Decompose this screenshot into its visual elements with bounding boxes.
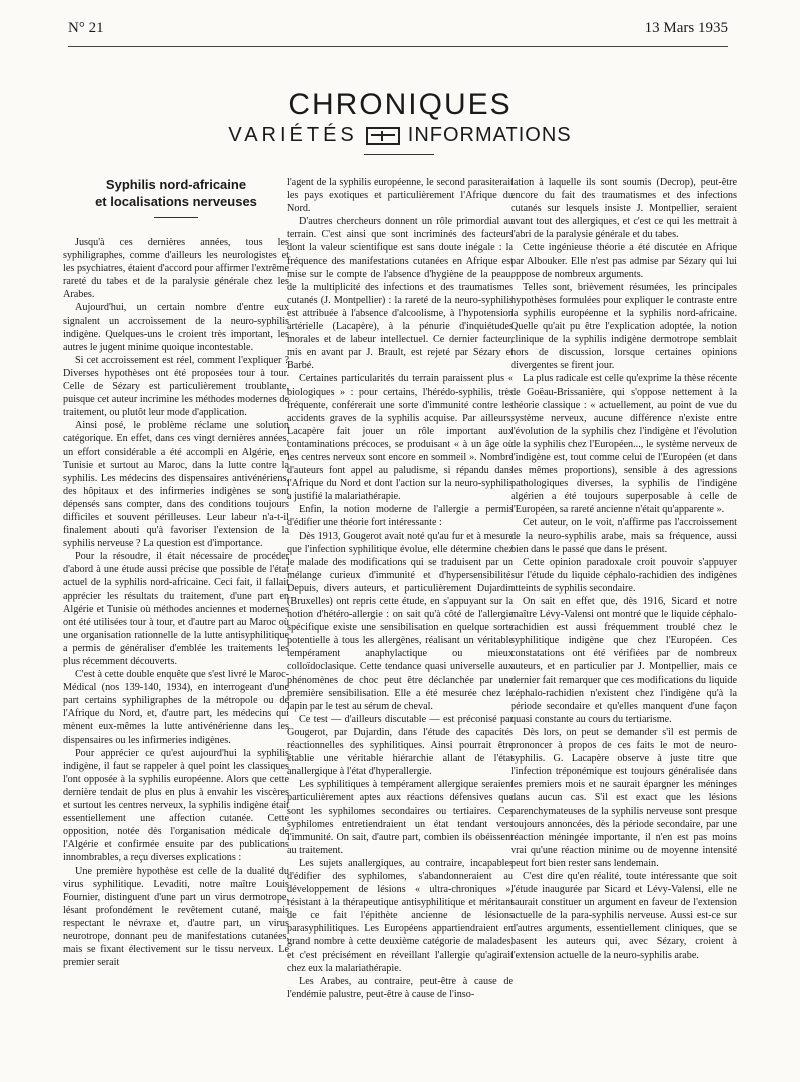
paragraph: Jusqu'à ces dernières années, tous les syphiligraphes, comme d'ailleurs les neurologistes et les psychiatres, étaient d'accord pour affirmer l'extrême rareté du tabes et de la paralysie générale chez les Arabes. xyxy=(63,237,289,301)
column-3 xyxy=(511,176,737,962)
column-2 xyxy=(287,176,513,1001)
issue-date: 13 Mars 1935 xyxy=(644,20,728,36)
paragraph: Dès 1913, Gougerot avait noté qu'au fur et à mesure que l'infection syphilitique évolue, elle détermine chez le malade des modifications qui se traduisent par un mélange curieux d'immunité et d'hypersensibilité. Depuis, divers auteurs, et particulièrement Dujardin (Bruxelles) ont repris cette étude, en s'appuyant sur la notion d'hétéro-allergie : on sait qu'à côté de l'allergie spécifique existe une sensibilisation en quelque sorte potentielle à tous les allergènes, réalisant un véritable tempérament anaphylactique ou mieux colloïdoclasique. Cette tendance quasi universelle aux phénomènes de choc peut être déclanchée par une première sensibilisation. Elle a été mesurée chez le lapin par le test au sérum de cheval. xyxy=(287,530,513,712)
paragraph: Telles sont, brièvement résumées, les principales hypothèses formulées pour expliquer le contraste entre la syphilis européenne et la syphilis nord-africaine. Quelle qu'ait pu être l'explication adoptée, la notion clinique de la syphilis indigène dermotrope semblait hors de discussion, lorsque certaines opinions divergentes se firent jour. xyxy=(511,281,737,372)
paragraph: D'autres chercheurs donnent un rôle primordial au terrain. C'est ainsi que sont incriminés des facteurs dont la valeur scientifique est sans doute inégale : la fréquence des manifestations cutanées en Afrique est mise sur le compte de l'absence d'hygiène de la peau, de la multiplicité des infections et des traumatismes cutanés (J. Montpellier) : la rareté de la neuro-syphilis est attribuée à l'absence d'alcoolisme, à l'hypotension artérielle (Lacapère), à la pénurie d'inquiétudes morales et de labeur intellectuel. Ce dernier facteur, mis en avant par J. Brault, est rejeté par Sézary et Barbé. xyxy=(287,216,513,372)
paragraph: Les syphilitiques à tempérament allergique seraient particulièrement aptes aux réactions défensives que sont les syphilomes secondaires ou tertiaires. Ces syphilomes entretiendraient un état tendant vers l'immunité. On sait, d'autre part, combien ils obéissent au traitement. xyxy=(287,779,513,856)
paragraph: Ainsi posé, le problème réclame une solution catégorique. En effet, dans ces vingt dernières années, un effort considérable a été accompli en Algérie, en Tunisie et surtout au Maroc, dans la lutte contre la syphilis. Les médecins des dispensaires antivénériens, des hôpitaux et des infirmeries indigènes se sont dépensés sans compter, dans des conditions toujours difficiles et souvent périlleuses. Leur labeur n'a-t-il finalement abouti qu'à favoriser l'extension de la syphilis nerveuse ? La question est d'importance. xyxy=(63,420,289,550)
ornament-icon xyxy=(366,127,400,145)
paragraph: Les sujets anallergiques, au contraire, incapables d'édifier des syphilomes, s'abandonneraient au développement de lésions « ultra-chroniques », résistant à la thérapeutique antisyphilitique et méritant de ce fait l'épithète ancienne de lésions parasyphilitiques. Les Européens appartiendraient en grand nombre à cette deuxième catégorie de malades, et c'est précisément en réveillant l'allergie qu'agirait chez eux la malariathérapie. xyxy=(287,857,513,974)
paragraph: Pour apprécier ce qu'est aujourd'hui la syphilis indigène, il faut se rappeler à quel point les classiques l'ont opposée à la syphilis européenne. Alors que cette dernière tendait de plus en plus à envahir les viscères et surtout les centres nerveux, la syphilis indigène était essentiellement une affection cutanée. Cette opposition, notée dès l'organisation médicale de l'Algérie et confirmée ensuite par des publications innombrables, a reçu diverses explications : xyxy=(63,747,289,864)
paragraph: On sait en effet que, dès 1916, Sicard et notre maître Lévy-Valensi ont montré que le liquide céphalo-rachidien est aussi fréquemment troublé chez le syphilitique indigène que chez l'Européen. Ces constatations ont été vérifiées par de nombreux auteurs, et en particulier par J. Montpellier, mais ce dernier fait remarquer que ces modifications du liquide céphalo-rachidien n'existent chez l'indigène qu'à la période secondaire et qu'elles manquent d'une façon quasi constante au cours du tertiarisme. xyxy=(511,596,737,725)
title-rule xyxy=(154,217,198,218)
column-1 xyxy=(63,176,289,969)
paragraph: Cette ingénieuse théorie a été discutée en Afrique par Albouker. Elle n'est pas admise par Sézary qui lui oppose de nombreux arguments. xyxy=(511,242,737,280)
section-title: CHRONIQUES xyxy=(288,88,512,121)
article-title-line-1: Syphilis nord-africaine xyxy=(105,177,247,192)
paragraph: Une première hypothèse est celle de la dualité du virus syphilitique. Levaditi, notre maître Louis Fournier, distinguent d'une part un virus dermotrope, lésant profondément le revêtement cutané, mais respectant le névraxe et, d'autre part, un virus neurotrope, donnant peu de manifestations cutanées, mais se fixant électivement sur le tissu nerveux. Le premier serait xyxy=(63,865,289,969)
header-rule xyxy=(68,46,728,47)
paragraph: Si cet accroissement est réel, comment l'expliquer ? Diverses hypothèses ont été proposées tour à tour. Celle de Sézary est particulièrement troublante, puisque cet auteur incrimine les méthodes modernes de traitement, ou plutôt leur mode d'application. xyxy=(63,354,289,419)
paragraph: Cet auteur, on le voit, n'affirme pas l'accroissement de la neuro-syphilis arabe, mais sa fréquence, aussi bien dans le passé que dans le présent. xyxy=(511,517,737,555)
subtitle-right-word: INFORMATIONS xyxy=(407,124,572,146)
article-title-line-2: et localisations nerveuses xyxy=(95,194,257,209)
paragraph: l'agent de la syphilis européenne, le second parasiterait les pays exotiques et particulièrement l'Afrique du Nord. xyxy=(287,177,513,215)
masthead xyxy=(0,88,800,147)
paragraph: Cette opinion paradoxale croit pouvoir s'appuyer sur l'étude du liquide céphalo-rachidien des indigènes atteints de syphilis secondaire. xyxy=(511,556,737,594)
masthead-rule xyxy=(364,154,434,155)
subtitle-left-word: VARIÉTÉS xyxy=(228,124,358,146)
paragraph: Dès lors, on peut se demander s'il est permis de prononcer à propos de ces faits le mot de neuro-syphilis. G. Lacapère observe à juste titre que l'infection tréponémique est toujours généralisée dans les premiers mois et ne saurait épargner les méninges dans aucun cas. S'il est exact que les lésions parenchymateuses de la syphilis nerveuse sont presque toujours annoncées, dès la période secondaire, par une réaction méningée importante, il n'en est pas moins vrai qu'une réaction minime ou de moyenne intensité peut fort bien rester sans lendemain. xyxy=(511,726,737,869)
section-subtitle xyxy=(0,124,800,147)
paragraph: Les Arabes, au contraire, peut-être à cause de l'endémie palustre, peut-être à cause de l'inso- xyxy=(287,975,513,1000)
paragraph: Enfin, la notion moderne de l'allergie a permis d'édifier une théorie fort intéressante : xyxy=(287,504,513,529)
paragraph: Certaines particularités du terrain paraissent plus « biologiques » : pour certains, l'hérédo-syphilis, très fréquente, conférerait une sorte d'immunité contre les accidents graves de la syphilis acquise. Par ailleurs, Lacapère fait jouer un rôle important aux contaminations précoces, se produisant « à un âge où les centres nerveux sont encore en sommeil ». Nombre d'auteurs font appel au paludisme, si répandu dans l'Afrique du Nord et dont l'action sur la neuro-syphilis a justifié la malariathérapie. xyxy=(287,373,513,503)
paragraph: Ce test — d'ailleurs discutable — est préconisé par Gougerot, par Dujardin, dans l'étude des capacités réactionnelles des syphilitiques. Ainsi pourrait être établie une véritable hiérarchie allant de l'état anallergique à l'état d'hyperallergie. xyxy=(287,713,513,778)
paragraph: Pour la résoudre, il était nécessaire de procéder d'abord à une étude aussi précise que possible de l'état actuel de la syphilis nord-africaine. Ceci fait, il fallait apprécier les résultats du traitement, d'une part en Algérie et Tunisie où méthodes anciennes et modernes ont été utilisées tour à tour, et d'autre part au Maroc où une organisation rationnelle de la lutte antisyphilitique a permis de généraliser d'emblée les traitements les plus récemment découverts. xyxy=(63,551,289,667)
paragraph: La plus radicale est celle qu'exprime la thèse récente de Goëau-Brissanière, qui s'oppose nettement à la théorie classique : « actuellement, au point de vue du système nerveux, aucune différence n'existe entre l'évolution de la syphilis chez l'indigène et l'évolution de la syphilis chez l'Européen..., le système nerveux de l'indigène est, tout comme celui de l'Européen (et dans les mêmes proportions), sensible à des agressions pathologiques diverses, la syphilis de l'indigène algérien a été toujours superposable à celle de l'Européen, sa rareté ancienne n'était qu'apparente ». xyxy=(511,373,737,516)
issue-number: N° 21 xyxy=(68,20,104,36)
article-title xyxy=(63,176,289,210)
paragraph: Aujourd'hui, un certain nombre d'entre eux signalent un accroissement de la neuro-syphilis indigène. Quelques-uns le croient très important, les autres le jugent minime quoique incontestable. xyxy=(63,302,289,353)
paragraph: C'est dire qu'en réalité, toute intéressante que soit l'étude inaugurée par Sicard et Lévy-Valensi, elle ne saurait constituer un argument en faveur de l'extension actuelle de la para-syphilis nerveuse. Aussi est-ce sur d'autres arguments, essentiellement cliniques, que se basent les auteurs qui, avec Sézary, croient à l'extension actuelle de la neuro-syphilis arabe. xyxy=(511,870,737,961)
paragraph: lation à laquelle ils sont soumis (Decrop), peut-être encore du fait des traumatismes et des infections cutanés sur lesquels insiste J. Montpellier, seraient avant tout des allergiques, et c'est ce qui les mettrait à l'abri de la paralysie générale et du tabes. xyxy=(511,177,737,241)
page-header xyxy=(68,20,728,40)
paragraph: C'est à cette double enquête que s'est livré le Maroc-Médical (nos 139-140, 1934), en interrogeant d'une part certains syphiligraphes de la métropole ou de l'Afrique du Nord, et, d'autre part, les médecins qui mènent eux-mêmes la lutte antivénérienne dans les dispensaires ou les infirmeries indigènes. xyxy=(63,669,289,746)
